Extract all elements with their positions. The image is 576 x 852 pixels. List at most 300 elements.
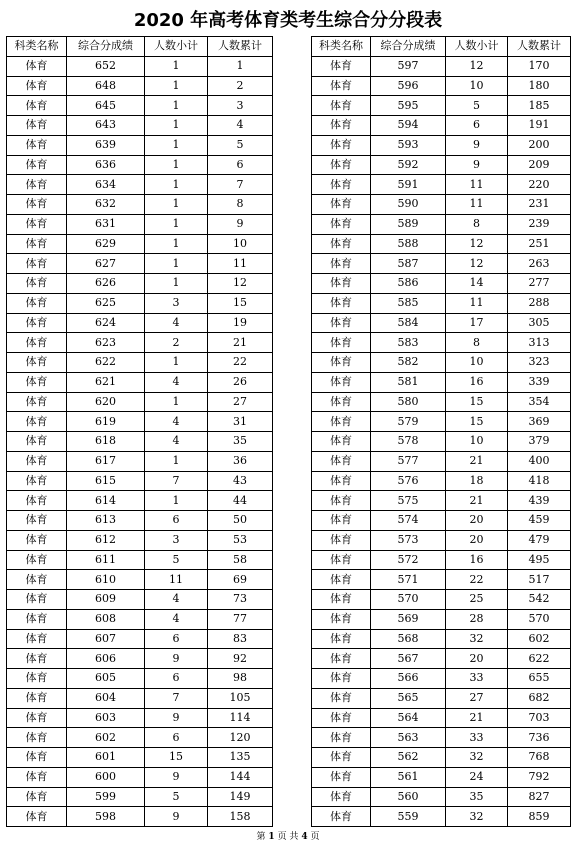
table-row (7, 135, 273, 155)
cell-subject: 体育 (312, 570, 371, 590)
cell-count: 1 (145, 56, 208, 76)
cell-cumulative: 26 (208, 372, 273, 392)
cell-subject: 体育 (312, 669, 371, 689)
table-row (312, 807, 571, 827)
cell-subject: 体育 (7, 807, 67, 827)
cell-subject: 体育 (312, 76, 371, 96)
table-row (312, 116, 571, 136)
cell-count: 24 (446, 767, 508, 787)
cell-cumulative: 11 (208, 254, 273, 274)
cell-cumulative: 323 (508, 353, 571, 373)
table-row (7, 76, 273, 96)
cell-cumulative: 439 (508, 491, 571, 511)
table-row (312, 767, 571, 787)
cell-subject: 体育 (7, 56, 67, 76)
table-row (7, 728, 273, 748)
table-row (312, 609, 571, 629)
cell-count: 32 (446, 748, 508, 768)
table-row (312, 570, 571, 590)
cell-count: 4 (145, 372, 208, 392)
cell-subject: 体育 (7, 155, 67, 175)
cell-count: 6 (145, 511, 208, 531)
cell-count: 14 (446, 274, 508, 294)
cell-cumulative: 105 (208, 688, 273, 708)
cell-cumulative: 120 (208, 728, 273, 748)
footer-page-number: 1 (268, 832, 275, 842)
cell-score: 579 (371, 412, 446, 432)
cell-count: 6 (145, 728, 208, 748)
table-row (7, 669, 273, 689)
cell-cumulative: 655 (508, 669, 571, 689)
table-row (312, 432, 571, 452)
cell-count: 1 (145, 451, 208, 471)
cell-count: 3 (145, 293, 208, 313)
cell-cumulative: 1 (208, 56, 273, 76)
cell-subject: 体育 (312, 787, 371, 807)
cell-cumulative: 9 (208, 214, 273, 234)
cell-count: 5 (145, 550, 208, 570)
cell-subject: 体育 (312, 511, 371, 531)
table-row (312, 412, 571, 432)
cell-score: 562 (371, 748, 446, 768)
table-row (312, 135, 571, 155)
table-row (7, 155, 273, 175)
cell-cumulative: 339 (508, 372, 571, 392)
cell-score: 652 (67, 56, 145, 76)
cell-score: 594 (371, 116, 446, 136)
table-row (312, 550, 571, 570)
cell-score: 618 (67, 432, 145, 452)
cell-count: 1 (145, 195, 208, 215)
cell-subject: 体育 (7, 254, 67, 274)
cell-score: 614 (67, 491, 145, 511)
cell-cumulative: 185 (508, 96, 571, 116)
cell-score: 625 (67, 293, 145, 313)
table-row (7, 313, 273, 333)
cell-subject: 体育 (7, 116, 67, 136)
cell-cumulative: 277 (508, 274, 571, 294)
cell-score: 582 (371, 353, 446, 373)
footer-prefix: 第 (256, 832, 266, 842)
cell-subject: 体育 (7, 669, 67, 689)
cell-cumulative: 768 (508, 748, 571, 768)
cell-score: 588 (371, 234, 446, 254)
cell-cumulative: 792 (508, 767, 571, 787)
cell-subject: 体育 (7, 432, 67, 452)
cell-count: 15 (145, 748, 208, 768)
cell-score: 591 (371, 175, 446, 195)
table-row (312, 530, 571, 550)
table-row (312, 590, 571, 610)
table-row (7, 451, 273, 471)
cell-count: 17 (446, 313, 508, 333)
cell-count: 12 (446, 234, 508, 254)
cell-count: 33 (446, 728, 508, 748)
table-row (312, 669, 571, 689)
cell-score: 595 (371, 96, 446, 116)
table-row (312, 195, 571, 215)
cell-count: 4 (145, 432, 208, 452)
table-row (312, 649, 571, 669)
table-row (7, 629, 273, 649)
cell-subject: 体育 (7, 491, 67, 511)
table-row (312, 76, 571, 96)
table-row (312, 96, 571, 116)
table-row (7, 116, 273, 136)
cell-subject: 体育 (7, 195, 67, 215)
cell-score: 567 (371, 649, 446, 669)
cell-subject: 体育 (7, 135, 67, 155)
cell-cumulative: 5 (208, 135, 273, 155)
cell-subject: 体育 (312, 214, 371, 234)
cell-cumulative: 31 (208, 412, 273, 432)
table-row (312, 293, 571, 313)
cell-subject: 体育 (312, 155, 371, 175)
cell-count: 11 (145, 570, 208, 590)
table-row (312, 728, 571, 748)
table-row (7, 333, 273, 353)
page-title: 2020 年高考体育类考生综合分分段表 (133, 10, 443, 31)
cell-cumulative: 158 (208, 807, 273, 827)
cell-cumulative: 19 (208, 313, 273, 333)
footer-middle: 页 共 (277, 832, 299, 842)
cell-count: 12 (446, 254, 508, 274)
cell-subject: 体育 (312, 333, 371, 353)
cell-subject: 体育 (7, 214, 67, 234)
cell-score: 608 (67, 609, 145, 629)
cell-count: 6 (446, 116, 508, 136)
cell-count: 20 (446, 530, 508, 550)
table-header-row (7, 37, 273, 57)
cell-cumulative: 622 (508, 649, 571, 669)
cell-score: 615 (67, 471, 145, 491)
cell-subject: 体育 (7, 530, 67, 550)
table-row (7, 511, 273, 531)
cell-score: 624 (67, 313, 145, 333)
cell-score: 559 (371, 807, 446, 827)
cell-cumulative: 251 (508, 234, 571, 254)
cell-count: 35 (446, 787, 508, 807)
cell-subject: 体育 (312, 56, 371, 76)
cell-score: 599 (67, 787, 145, 807)
table-row (7, 767, 273, 787)
table-row (312, 254, 571, 274)
cell-score: 563 (371, 728, 446, 748)
header-subject: 科类名称 (312, 37, 371, 57)
cell-cumulative: 231 (508, 195, 571, 215)
cell-count: 9 (145, 807, 208, 827)
cell-subject: 体育 (7, 175, 67, 195)
cell-subject: 体育 (312, 234, 371, 254)
cell-count: 1 (145, 214, 208, 234)
cell-count: 1 (145, 274, 208, 294)
table-row (7, 56, 273, 76)
cell-count: 7 (145, 688, 208, 708)
cell-score: 610 (67, 570, 145, 590)
table-body-left (7, 56, 273, 826)
table-row (7, 214, 273, 234)
cell-cumulative: 459 (508, 511, 571, 531)
cell-subject: 体育 (312, 649, 371, 669)
cell-subject: 体育 (312, 432, 371, 452)
cell-score: 629 (67, 234, 145, 254)
table-row (312, 214, 571, 234)
cell-count: 21 (446, 491, 508, 511)
cell-cumulative: 58 (208, 550, 273, 570)
cell-score: 601 (67, 748, 145, 768)
table-row (7, 293, 273, 313)
header-subject: 科类名称 (7, 37, 67, 57)
cell-cumulative: 22 (208, 353, 273, 373)
table-row (7, 570, 273, 590)
cell-cumulative: 305 (508, 313, 571, 333)
table-row (7, 471, 273, 491)
cell-score: 577 (371, 451, 446, 471)
cell-score: 574 (371, 511, 446, 531)
cell-score: 570 (371, 590, 446, 610)
cell-cumulative: 114 (208, 708, 273, 728)
cell-subject: 体育 (312, 471, 371, 491)
cell-score: 626 (67, 274, 145, 294)
cell-subject: 体育 (7, 767, 67, 787)
cell-score: 609 (67, 590, 145, 610)
cell-subject: 体育 (7, 511, 67, 531)
cell-cumulative: 859 (508, 807, 571, 827)
cell-cumulative: 209 (508, 155, 571, 175)
cell-score: 643 (67, 116, 145, 136)
cell-cumulative: 50 (208, 511, 273, 531)
cell-count: 16 (446, 550, 508, 570)
cell-cumulative: 92 (208, 649, 273, 669)
table-row (312, 748, 571, 768)
table-row (312, 688, 571, 708)
cell-score: 586 (371, 274, 446, 294)
table-row (7, 274, 273, 294)
cell-subject: 体育 (7, 392, 67, 412)
cell-subject: 体育 (312, 629, 371, 649)
cell-count: 11 (446, 293, 508, 313)
cell-score: 613 (67, 511, 145, 531)
cell-subject: 体育 (312, 293, 371, 313)
cell-cumulative: 15 (208, 293, 273, 313)
cell-count: 1 (145, 175, 208, 195)
cell-count: 22 (446, 570, 508, 590)
cell-score: 622 (67, 353, 145, 373)
cell-cumulative: 4 (208, 116, 273, 136)
cell-score: 607 (67, 629, 145, 649)
cell-score: 566 (371, 669, 446, 689)
cell-subject: 体育 (7, 333, 67, 353)
table-header-row (312, 37, 571, 57)
cell-score: 572 (371, 550, 446, 570)
table-row (7, 175, 273, 195)
cell-cumulative: 239 (508, 214, 571, 234)
cell-subject: 体育 (312, 412, 371, 432)
cell-score: 600 (67, 767, 145, 787)
cell-count: 10 (446, 76, 508, 96)
cell-subject: 体育 (7, 550, 67, 570)
score-table-left (6, 36, 273, 827)
cell-count: 1 (145, 116, 208, 136)
table-row (312, 511, 571, 531)
cell-subject: 体育 (312, 175, 371, 195)
cell-count: 21 (446, 708, 508, 728)
cell-count: 4 (145, 609, 208, 629)
cell-score: 584 (371, 313, 446, 333)
cell-subject: 体育 (312, 116, 371, 136)
cell-cumulative: 263 (508, 254, 571, 274)
cell-score: 606 (67, 649, 145, 669)
table-row (7, 787, 273, 807)
cell-count: 1 (145, 234, 208, 254)
cell-count: 21 (446, 451, 508, 471)
cell-score: 632 (67, 195, 145, 215)
cell-subject: 体育 (312, 491, 371, 511)
cell-cumulative: 35 (208, 432, 273, 452)
cell-count: 7 (145, 471, 208, 491)
cell-count: 8 (446, 214, 508, 234)
cell-count: 1 (145, 135, 208, 155)
cell-count: 10 (446, 432, 508, 452)
cell-subject: 体育 (312, 688, 371, 708)
cell-cumulative: 83 (208, 629, 273, 649)
cell-cumulative: 288 (508, 293, 571, 313)
cell-score: 636 (67, 155, 145, 175)
cell-count: 16 (446, 372, 508, 392)
cell-score: 598 (67, 807, 145, 827)
cell-count: 27 (446, 688, 508, 708)
table-row (312, 629, 571, 649)
cell-subject: 体育 (312, 807, 371, 827)
cell-subject: 体育 (7, 609, 67, 629)
cell-cumulative: 313 (508, 333, 571, 353)
table-row (7, 412, 273, 432)
table-row (7, 432, 273, 452)
cell-cumulative: 703 (508, 708, 571, 728)
cell-score: 611 (67, 550, 145, 570)
score-table-right (311, 36, 571, 827)
cell-subject: 体育 (312, 96, 371, 116)
cell-cumulative: 149 (208, 787, 273, 807)
cell-score: 602 (67, 728, 145, 748)
table-row (7, 234, 273, 254)
cell-count: 1 (145, 254, 208, 274)
cell-score: 634 (67, 175, 145, 195)
cell-score: 603 (67, 708, 145, 728)
cell-count: 4 (145, 590, 208, 610)
cell-subject: 体育 (7, 274, 67, 294)
cell-cumulative: 43 (208, 471, 273, 491)
cell-count: 20 (446, 511, 508, 531)
cell-count: 9 (145, 649, 208, 669)
cell-subject: 体育 (7, 76, 67, 96)
cell-subject: 体育 (7, 451, 67, 471)
table-row (7, 530, 273, 550)
header-score: 综合分成绩 (67, 37, 145, 57)
cell-count: 18 (446, 471, 508, 491)
cell-score: 604 (67, 688, 145, 708)
cell-count: 4 (145, 313, 208, 333)
footer-total-pages: 4 (301, 832, 308, 842)
cell-score: 621 (67, 372, 145, 392)
cell-subject: 体育 (7, 353, 67, 373)
cell-count: 1 (145, 392, 208, 412)
header-count: 人数小计 (446, 37, 508, 57)
cell-score: 578 (371, 432, 446, 452)
cell-count: 9 (446, 155, 508, 175)
table-row (7, 491, 273, 511)
header-cumulative: 人数累计 (208, 37, 273, 57)
table-row (7, 609, 273, 629)
cell-count: 8 (446, 333, 508, 353)
cell-count: 1 (145, 76, 208, 96)
cell-subject: 体育 (7, 313, 67, 333)
header-score: 综合分成绩 (371, 37, 446, 57)
cell-cumulative: 200 (508, 135, 571, 155)
cell-score: 580 (371, 392, 446, 412)
table-row (312, 787, 571, 807)
cell-cumulative: 12 (208, 274, 273, 294)
table-row (7, 708, 273, 728)
cell-subject: 体育 (7, 590, 67, 610)
cell-cumulative: 27 (208, 392, 273, 412)
cell-cumulative: 98 (208, 669, 273, 689)
table-row (312, 175, 571, 195)
cell-score: 619 (67, 412, 145, 432)
table-row (312, 491, 571, 511)
cell-cumulative: 170 (508, 56, 571, 76)
cell-subject: 体育 (7, 787, 67, 807)
cell-subject: 体育 (7, 688, 67, 708)
cell-count: 1 (145, 155, 208, 175)
cell-subject: 体育 (312, 135, 371, 155)
cell-cumulative: 827 (508, 787, 571, 807)
cell-cumulative: 144 (208, 767, 273, 787)
cell-score: 568 (371, 629, 446, 649)
table-row (7, 649, 273, 669)
footer-suffix: 页 (310, 832, 320, 842)
table-row (312, 471, 571, 491)
table-row (312, 372, 571, 392)
cell-count: 1 (145, 353, 208, 373)
cell-count: 33 (446, 669, 508, 689)
cell-count: 6 (145, 629, 208, 649)
cell-cumulative: 21 (208, 333, 273, 353)
cell-subject: 体育 (7, 372, 67, 392)
cell-subject: 体育 (312, 530, 371, 550)
cell-subject: 体育 (7, 649, 67, 669)
table-row (7, 590, 273, 610)
cell-cumulative: 400 (508, 451, 571, 471)
cell-cumulative: 418 (508, 471, 571, 491)
table-row (312, 353, 571, 373)
cell-subject: 体育 (312, 313, 371, 333)
table-row (7, 254, 273, 274)
table-row (7, 807, 273, 827)
cell-score: 565 (371, 688, 446, 708)
cell-score: 576 (371, 471, 446, 491)
cell-subject: 体育 (7, 728, 67, 748)
table-row (7, 353, 273, 373)
cell-subject: 体育 (7, 748, 67, 768)
cell-score: 597 (371, 56, 446, 76)
cell-cumulative: 135 (208, 748, 273, 768)
cell-subject: 体育 (7, 293, 67, 313)
cell-score: 583 (371, 333, 446, 353)
cell-cumulative: 495 (508, 550, 571, 570)
cell-subject: 体育 (312, 372, 371, 392)
cell-subject: 体育 (312, 748, 371, 768)
